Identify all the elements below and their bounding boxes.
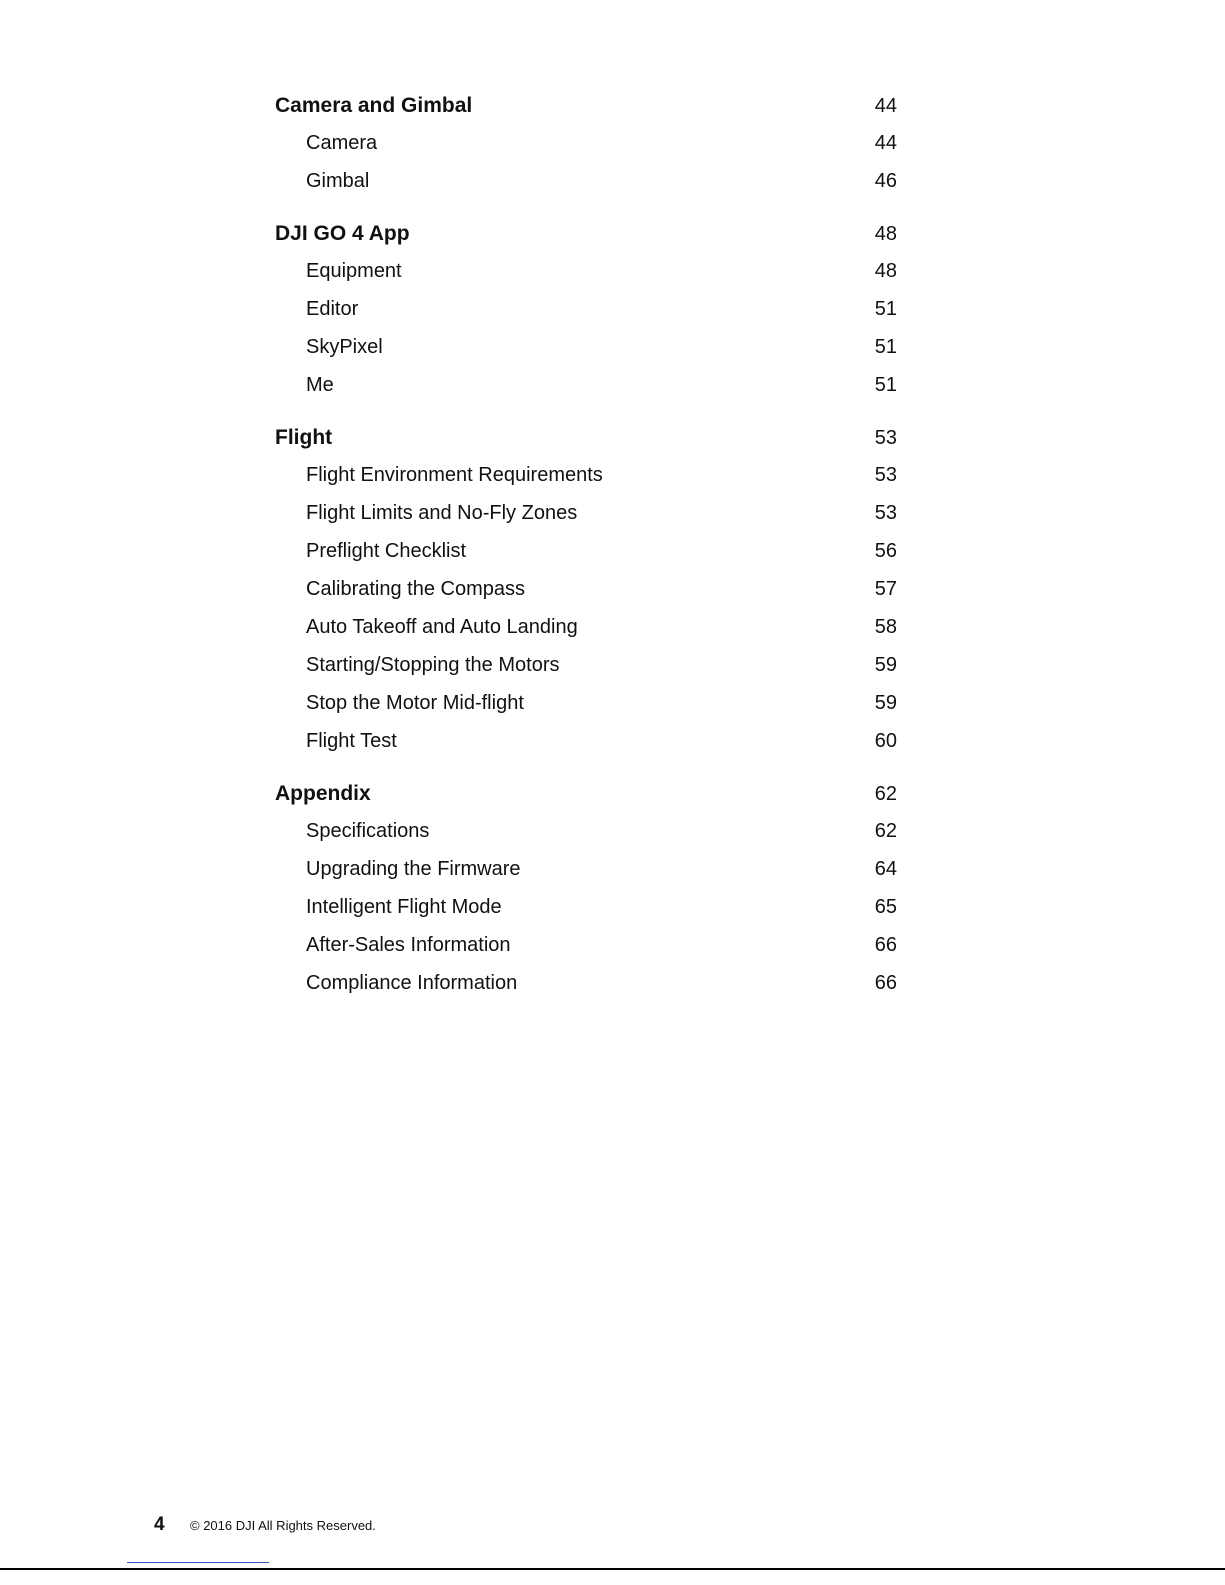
page-number: 4 (154, 1514, 165, 1535)
toc-heading-page: 48 (874, 223, 897, 245)
toc-item-page: 57 (874, 578, 897, 600)
toc-item[interactable] (275, 162, 897, 200)
toc-item-title: Editor (306, 298, 359, 320)
toc-heading[interactable] (275, 776, 897, 812)
toc-heading-title: Flight (275, 426, 333, 449)
toc-item-page: 46 (874, 170, 897, 192)
toc-item[interactable] (275, 570, 897, 608)
toc-heading-page: 62 (874, 783, 897, 805)
toc-item-title: Starting/Stopping the Motors (306, 654, 560, 676)
toc-item[interactable] (275, 494, 897, 532)
toc-item-page: 59 (874, 654, 897, 676)
toc-item-page: 48 (874, 260, 897, 282)
toc-item-page: 53 (874, 464, 897, 486)
toc-heading-page: 44 (874, 95, 897, 117)
toc-item-page: 53 (874, 502, 897, 524)
toc-item-title: Intelligent Flight Mode (306, 896, 502, 918)
toc-item-page: 59 (874, 692, 897, 714)
toc-heading-page: 53 (874, 427, 897, 449)
toc-item[interactable] (275, 964, 897, 1002)
toc-heading-title: Appendix (275, 782, 371, 805)
toc-item[interactable] (275, 722, 897, 760)
toc-item-title: Flight Limits and No-Fly Zones (306, 502, 578, 524)
toc-heading[interactable] (275, 216, 897, 252)
toc-item[interactable] (275, 252, 897, 290)
toc-item-page: 56 (874, 540, 897, 562)
toc-item[interactable] (275, 646, 897, 684)
toc-item[interactable] (275, 124, 897, 162)
toc-item[interactable] (275, 684, 897, 722)
toc-item-title: SkyPixel (306, 336, 383, 358)
page-bottom-border (0, 1568, 1225, 1570)
toc-heading-title: Camera and Gimbal (275, 94, 473, 117)
toc-heading[interactable] (275, 420, 897, 456)
toc-item[interactable] (275, 888, 897, 926)
toc-item-title: Auto Takeoff and Auto Landing (306, 616, 578, 638)
toc-item[interactable] (275, 812, 897, 850)
toc-item-page: 66 (874, 934, 897, 956)
toc-item-page: 58 (874, 616, 897, 638)
link-underline (127, 1562, 269, 1563)
toc-item-title: Stop the Motor Mid-flight (306, 692, 524, 714)
page-footer (154, 1514, 376, 1536)
toc-item-title: Equipment (306, 260, 402, 282)
toc-item-title: Gimbal (306, 170, 370, 192)
toc-item-page: 60 (874, 730, 897, 752)
toc-item-page: 66 (874, 972, 897, 994)
copyright-text: © 2016 DJI All Rights Reserved. (190, 1518, 376, 1533)
toc-item[interactable] (275, 366, 897, 404)
toc-item[interactable] (275, 850, 897, 888)
toc-item-title: Calibrating the Compass (306, 578, 525, 600)
toc-item[interactable] (275, 608, 897, 646)
toc-item-title: Me (306, 374, 334, 396)
toc-heading-title: DJI GO 4 App (275, 222, 410, 245)
toc-item[interactable] (275, 532, 897, 570)
toc-item-title: Specifications (306, 820, 430, 842)
toc-item-page: 51 (874, 374, 897, 396)
toc-section-flight (275, 420, 897, 760)
toc-heading[interactable] (275, 88, 897, 124)
toc-item-title: Compliance Information (306, 972, 518, 994)
toc-item-title: Flight Environment Requirements (306, 464, 603, 486)
table-of-contents (275, 88, 897, 1018)
toc-item[interactable] (275, 290, 897, 328)
toc-item-page: 44 (874, 132, 897, 154)
toc-item-page: 65 (874, 896, 897, 918)
toc-item[interactable] (275, 328, 897, 366)
toc-item-title: Preflight Checklist (306, 540, 467, 562)
toc-item-title: Flight Test (306, 730, 397, 752)
toc-item-title: After-Sales Information (306, 934, 511, 956)
toc-item[interactable] (275, 456, 897, 494)
toc-section-dji-go-4-app (275, 216, 897, 404)
toc-item-page: 51 (874, 298, 897, 320)
toc-item-title: Camera (306, 132, 378, 154)
toc-item-page: 62 (874, 820, 897, 842)
toc-section-appendix (275, 776, 897, 1002)
toc-section-camera-and-gimbal (275, 88, 897, 200)
toc-item-page: 64 (874, 858, 897, 880)
toc-item-title: Upgrading the Firmware (306, 858, 521, 880)
toc-item[interactable] (275, 926, 897, 964)
toc-item-page: 51 (874, 336, 897, 358)
